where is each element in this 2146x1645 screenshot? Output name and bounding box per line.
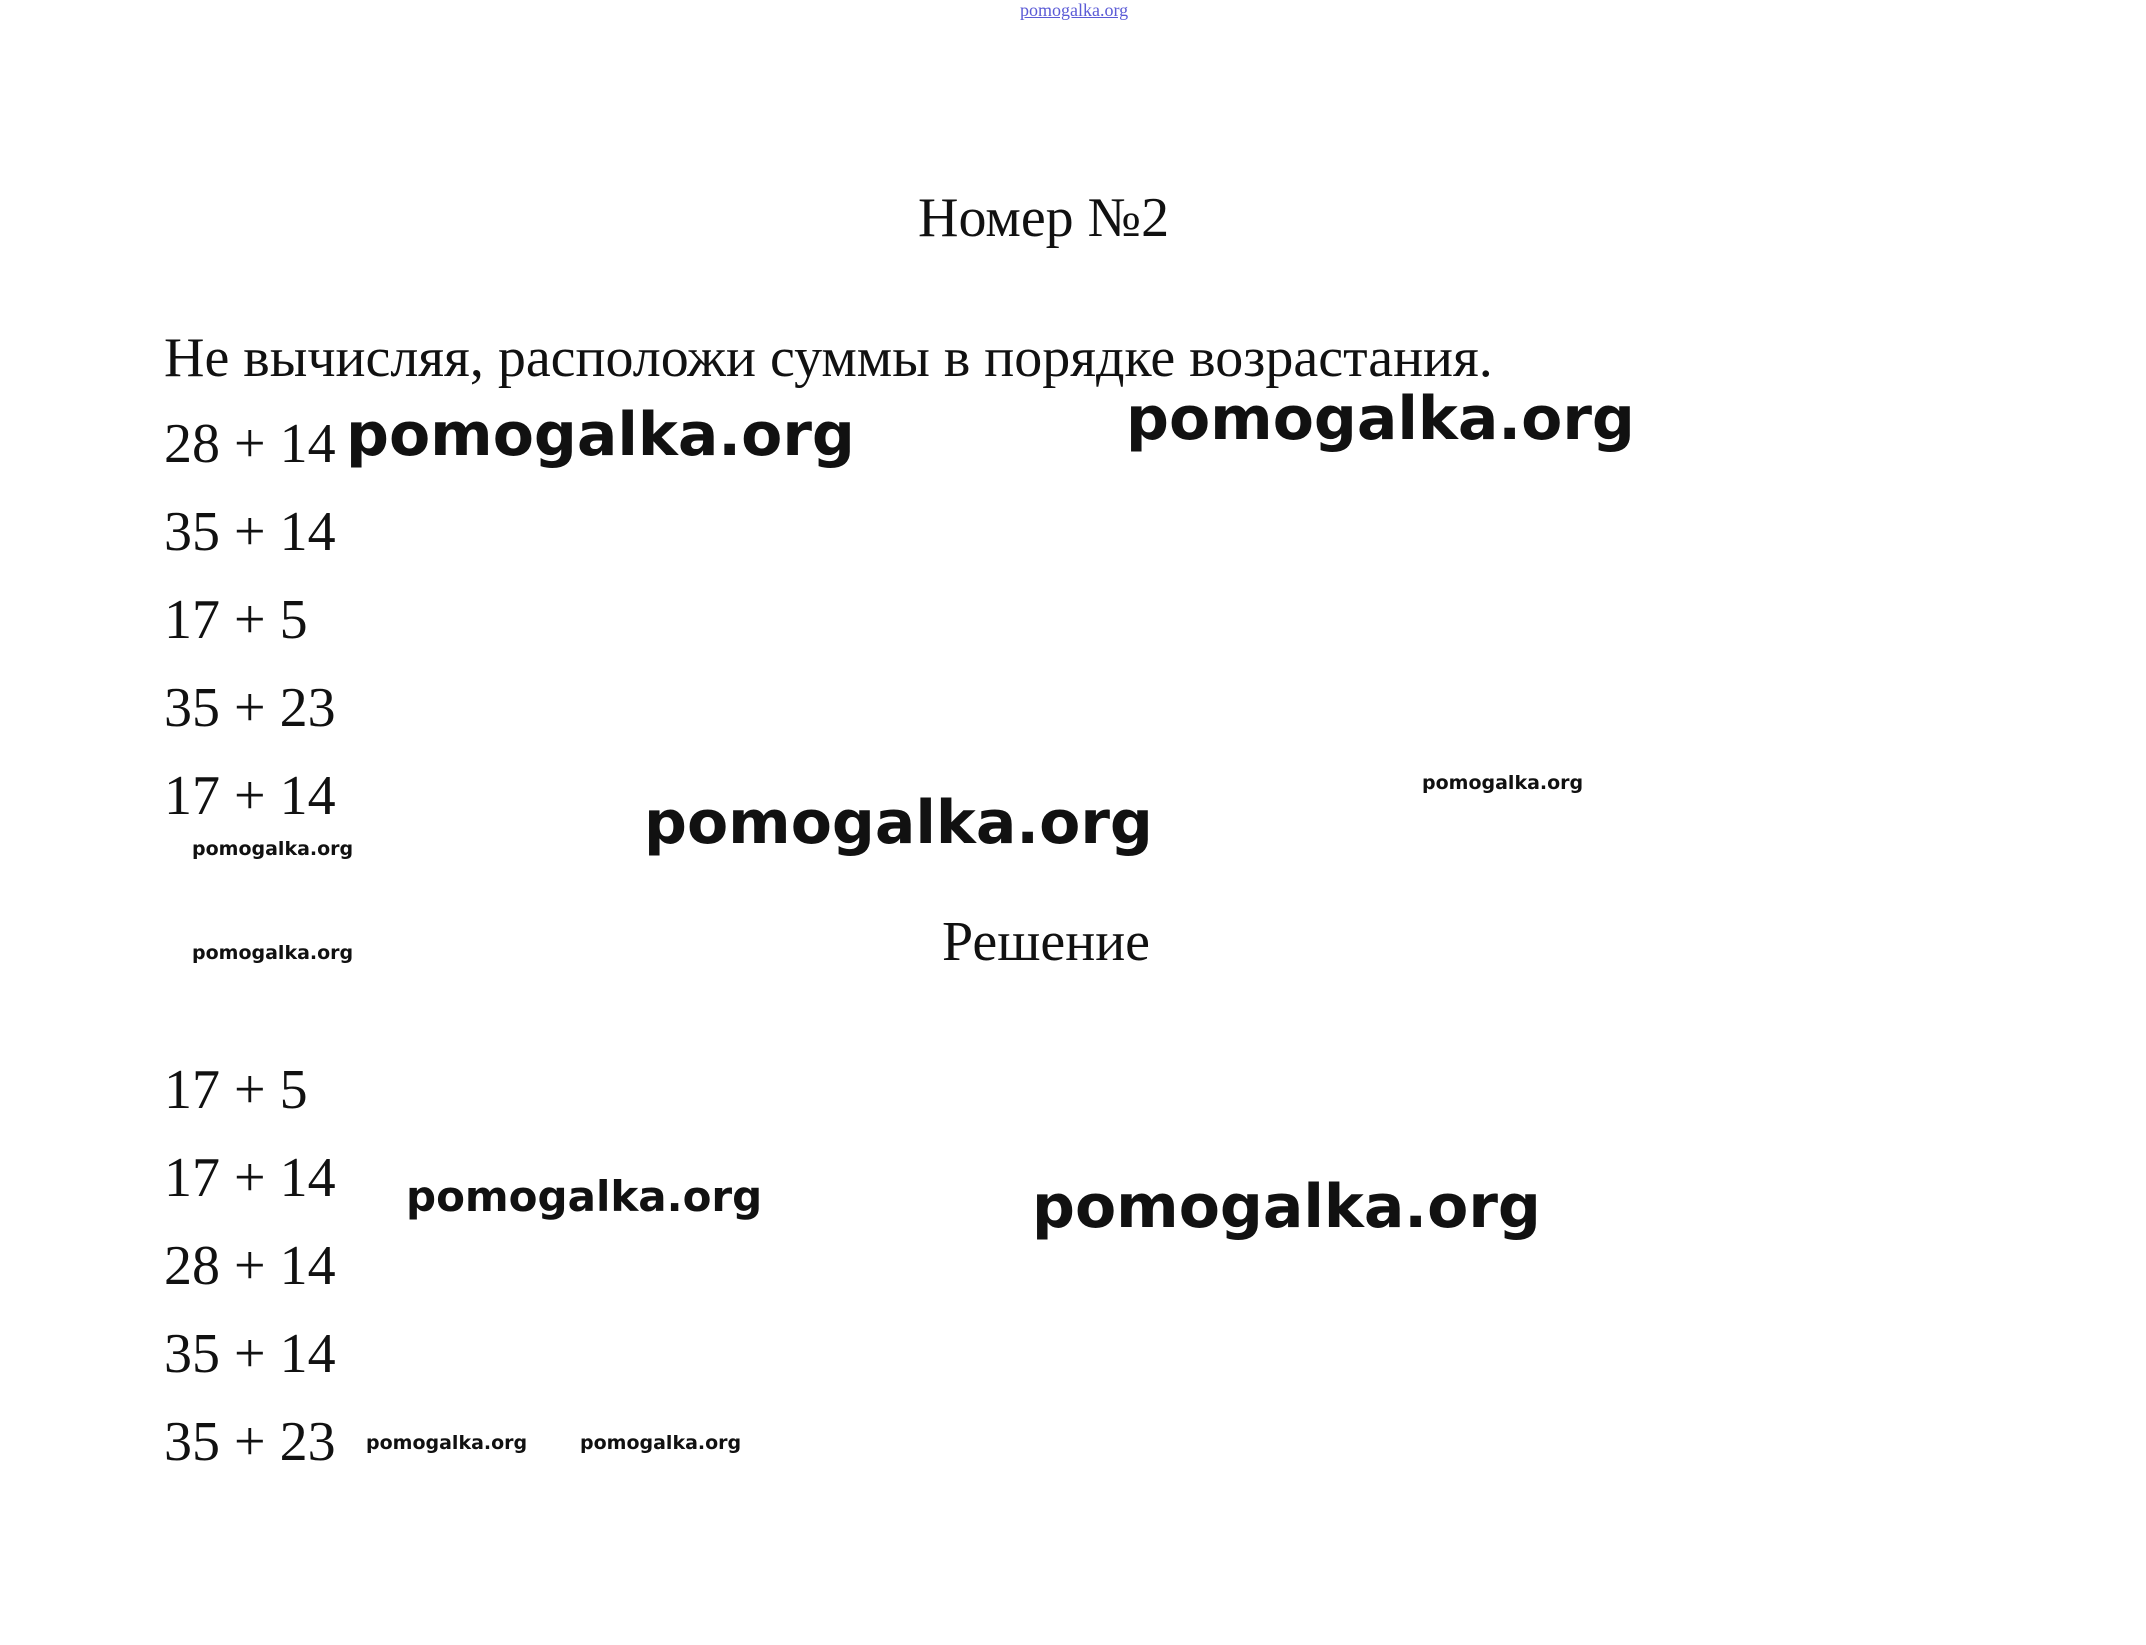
- solution-expression: 17 + 5: [164, 1059, 308, 1121]
- task-expression: 17 + 5: [164, 589, 308, 651]
- solution-expression: 28 + 14: [164, 1235, 336, 1297]
- watermark: pomogalka.org: [346, 400, 855, 470]
- solution-title: Решение: [942, 911, 1151, 973]
- task-expression: 35 + 14: [164, 501, 336, 563]
- watermark: pomogalka.org: [580, 1432, 742, 1454]
- watermark: pomogalka.org: [1422, 772, 1584, 794]
- watermark: pomogalka.org: [192, 942, 354, 964]
- page-title: Номер №2: [918, 187, 1170, 249]
- watermark: pomogalka.org: [1032, 1172, 1541, 1242]
- solution-expression: 17 + 14: [164, 1147, 336, 1209]
- watermark: pomogalka.org: [1126, 384, 1635, 454]
- solution-expression: 35 + 23: [164, 1411, 336, 1473]
- solution-expression: 35 + 14: [164, 1323, 336, 1385]
- task-expression: 17 + 14: [164, 765, 336, 827]
- header-link[interactable]: pomogalka.org: [1020, 0, 1129, 20]
- watermark: pomogalka.org: [366, 1432, 528, 1454]
- task-text: Не вычисляя, расположи суммы в порядке возрастания.: [164, 327, 1493, 389]
- watermark: pomogalka.org: [644, 788, 1153, 858]
- watermark: pomogalka.org: [406, 1172, 763, 1221]
- task-expression: 28 + 14: [164, 413, 336, 475]
- task-expression: 35 + 23: [164, 677, 336, 739]
- watermark: pomogalka.org: [192, 838, 354, 860]
